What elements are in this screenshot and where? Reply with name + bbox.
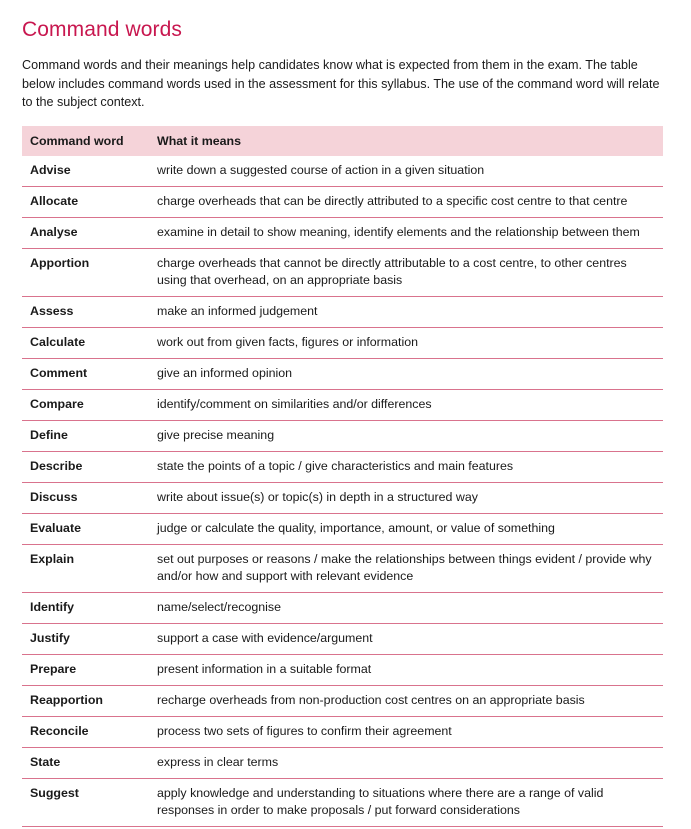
table-row <box>22 514 663 545</box>
command-meaning: present information in a suitable format <box>149 655 663 686</box>
command-meaning: process two sets of figures to confirm their agreement <box>149 717 663 748</box>
command-word: Identify <box>22 593 149 624</box>
table-row <box>22 593 663 624</box>
table-row <box>22 187 663 218</box>
column-header-command-word: Command word <box>22 126 149 156</box>
command-word: Reapportion <box>22 686 149 717</box>
table-row <box>22 748 663 779</box>
command-word: Suggest <box>22 779 149 827</box>
column-header-meaning: What it means <box>149 126 663 156</box>
command-word: Assess <box>22 297 149 328</box>
command-meaning: give an informed opinion <box>149 359 663 390</box>
command-meaning: identify/comment on similarities and/or differences <box>149 390 663 421</box>
command-word: Reconcile <box>22 717 149 748</box>
table-row <box>22 156 663 187</box>
table-row <box>22 328 663 359</box>
command-word: Prepare <box>22 655 149 686</box>
command-meaning: express in clear terms <box>149 748 663 779</box>
table-row <box>22 249 663 297</box>
command-meaning: state the points of a topic / give characteristics and main features <box>149 452 663 483</box>
table-row <box>22 483 663 514</box>
command-meaning: examine in detail to show meaning, identify elements and the relationship between them <box>149 218 663 249</box>
table-row <box>22 655 663 686</box>
table-header-row <box>22 126 663 156</box>
command-words-table <box>22 126 663 827</box>
command-word: Analyse <box>22 218 149 249</box>
command-word: Advise <box>22 156 149 187</box>
command-meaning: give precise meaning <box>149 421 663 452</box>
command-meaning: make an informed judgement <box>149 297 663 328</box>
command-word: Calculate <box>22 328 149 359</box>
table-row <box>22 359 663 390</box>
command-word: Explain <box>22 545 149 593</box>
command-word: Compare <box>22 390 149 421</box>
command-meaning: support a case with evidence/argument <box>149 624 663 655</box>
table-row <box>22 779 663 827</box>
command-meaning: charge overheads that can be directly attributed to a specific cost centre to that centre <box>149 187 663 218</box>
table-row <box>22 686 663 717</box>
command-word: Justify <box>22 624 149 655</box>
table-row <box>22 717 663 748</box>
command-word: Describe <box>22 452 149 483</box>
command-word: Allocate <box>22 187 149 218</box>
command-meaning: apply knowledge and understanding to situations where there are a range of valid responses in order to make proposals / put forward considerations <box>149 779 663 827</box>
table-row <box>22 545 663 593</box>
command-word: Discuss <box>22 483 149 514</box>
command-word: Evaluate <box>22 514 149 545</box>
command-word: Define <box>22 421 149 452</box>
command-meaning: charge overheads that cannot be directly attributable to a cost centre, to other centres using that overhead, on an appropriate basis <box>149 249 663 297</box>
table-row <box>22 297 663 328</box>
intro-paragraph: Command words and their meanings help candidates know what is expected from them in the exam. The table below includes command words used in the assessment for this syllabus. The use of the command word will relate to the subject context. <box>22 58 660 109</box>
table-row <box>22 218 663 249</box>
command-meaning: work out from given facts, figures or information <box>149 328 663 359</box>
command-meaning: name/select/recognise <box>149 593 663 624</box>
command-meaning: judge or calculate the quality, importance, amount, or value of something <box>149 514 663 545</box>
command-word: Comment <box>22 359 149 390</box>
command-meaning: set out purposes or reasons / make the relationships between things evident / provide why and/or how and support with relevant evidence <box>149 545 663 593</box>
command-meaning: write about issue(s) or topic(s) in depth in a structured way <box>149 483 663 514</box>
page-title: Command words <box>22 18 183 41</box>
command-meaning: recharge overheads from non-production cost centres on an appropriate basis <box>149 686 663 717</box>
table-row <box>22 452 663 483</box>
command-meaning: write down a suggested course of action in a given situation <box>149 156 663 187</box>
table-row <box>22 390 663 421</box>
table-row <box>22 421 663 452</box>
command-word: Apportion <box>22 249 149 297</box>
table-row <box>22 624 663 655</box>
command-word: State <box>22 748 149 779</box>
